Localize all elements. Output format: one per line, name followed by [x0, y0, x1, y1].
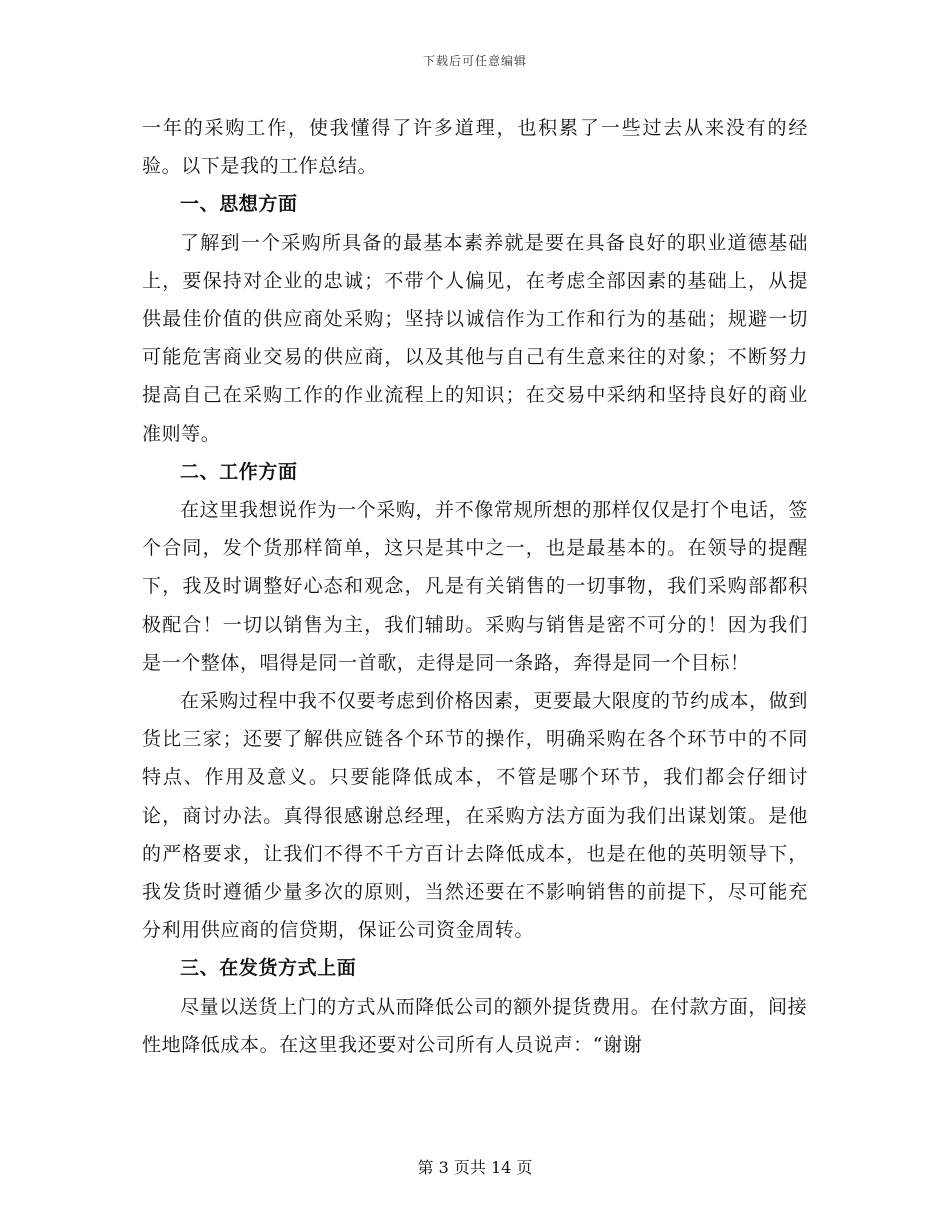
section-heading-shipping: 三、在发货方式上面 [180, 957, 357, 980]
section-paragraph: 在这里我想说作为一个采购，并不像常规所想的那样仅仅是打个电话，签个合同，发个货那样简单，这只是其中之一，也是最基本的。在领导的提醒下，我及时调整好心态和观念，凡是有关销售的一切事物，我们采购部都积极配合！一切以销售为主，我们辅助。采购与销售是密不可分的！因为我们是一个整体，唱得是同一首歌，走得是同一条路，奔得是同一个目标！ [142, 499, 808, 674]
section-heading-thought: 一、思想方面 [180, 193, 298, 216]
intro-paragraph: 一年的采购工作，使我懂得了许多道理，也积累了一些过去从来没有的经验。以下是我的工作总结。 [142, 117, 808, 178]
page-header: 下载后可任意编辑 [422, 54, 527, 68]
section-paragraph: 尽量以送货上门的方式从而降低公司的额外提货费用。在付款方面，间接性地降低成本。在这里我还要对公司所有人员说声：“谢谢 [142, 995, 808, 1056]
document-body [142, 109, 808, 1064]
section-paragraph: 了解到一个采购所具备的最基本素养就是要在具备良好的职业道德基础上，要保持对企业的忠诚；不带个人偏见，在考虑全部因素的基础上，从提供最佳价值的供应商处采购；坚持以诚信作为工作和行为的基础；规避一切可能危害商业交易的供应商，以及其他与自己有生意来往的对象；不断努力提高自己在采购工作的作业流程上的知识；在交易中采纳和坚持良好的商业准则等。 [142, 231, 808, 445]
section-paragraph: 在采购过程中我不仅要考虑到价格因素，更要最大限度的节约成本，做到货比三家；还要了解供应链各个环节的操作，明确采购在各个环节中的不同特点、作用及意义。只要能降低成本，不管是哪个环节，我们都会仔细讨论，商讨办法。真得很感谢总经理，在采购方法方面为我们出谋划策。是他的严格要求，让我们不得不千方百计去降低成本，也是在他的英明领导下，我发货时遵循少量多次的原则，当然还要在不影响销售的前提下，尽可能充分利用供应商的信贷期，保证公司资金周转。 [142, 690, 808, 942]
page-number: 第 3 页共 14 页 [417, 1158, 533, 1177]
section-heading-work: 二、工作方面 [180, 460, 298, 483]
